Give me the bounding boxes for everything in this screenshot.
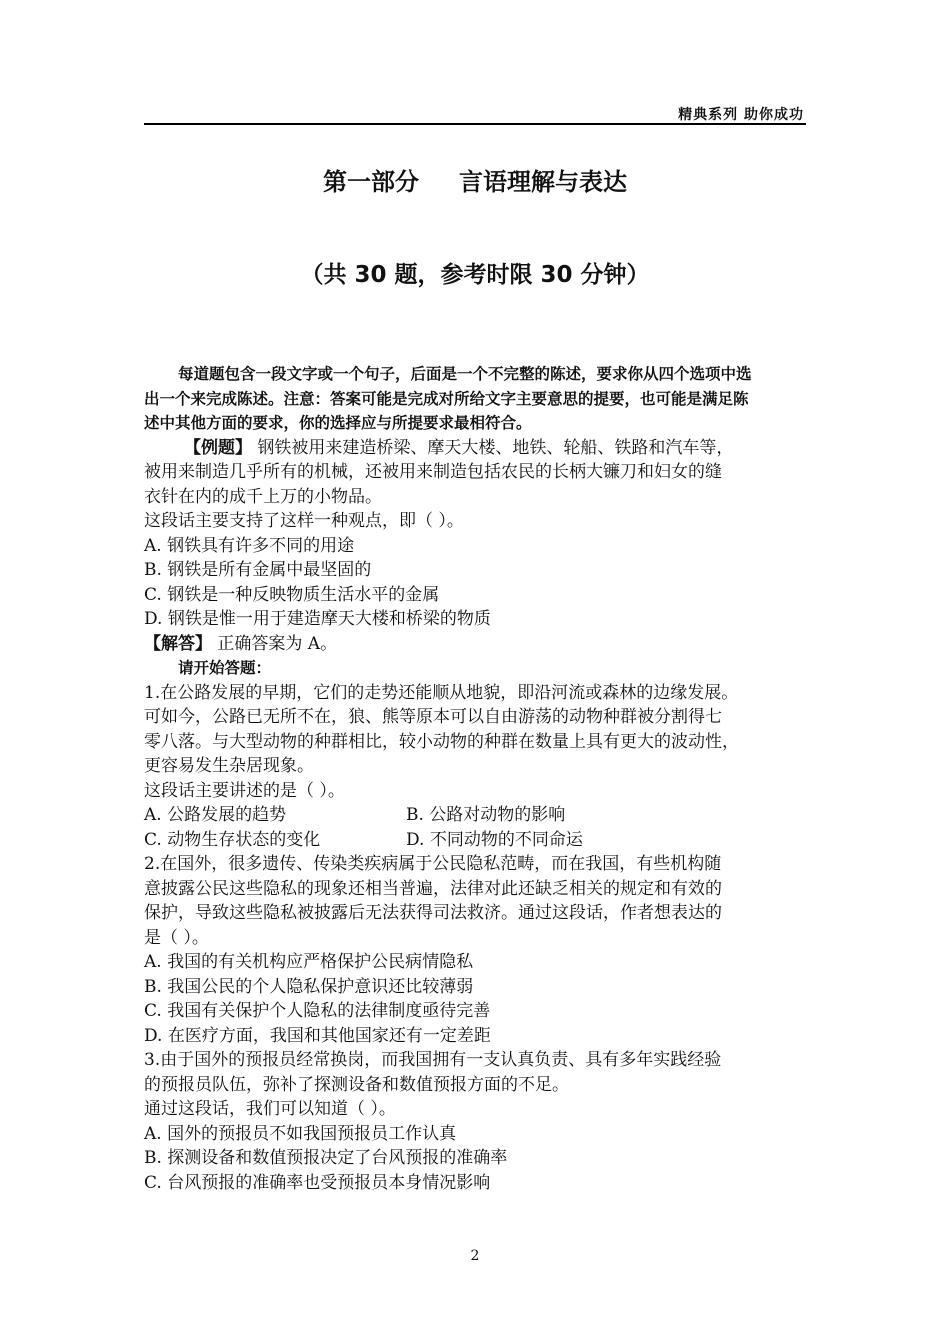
example-label: 【例题】 (184, 437, 252, 458)
instruction-line: 述中其他方面的要求，你的选择应与所提要求最相符合。 (144, 414, 532, 432)
option: B. 我国公民的个人隐私保护意识还比较薄弱 (144, 976, 474, 997)
example-line (144, 436, 806, 461)
option: C. 动物生存状态的变化 (144, 829, 321, 850)
example-option: B. 钢铁是所有金属中最坚固的 (144, 560, 372, 580)
option: B. 探测设备和数值预报决定了台风预报的准确率 (144, 1148, 508, 1168)
option-row (144, 828, 806, 853)
question-line: 保护，导致这些隐私被披露后无法获得司法救济。通过这段话，作者想表达的 (144, 903, 722, 923)
header-tag: 精典系列 助你成功 (678, 107, 804, 123)
content (144, 362, 806, 1195)
question-line: 1.在公路发展的早期，它们的走势还能顺从地貌，即沿河流或森林的边缘发展。 (144, 682, 739, 703)
option-row (144, 803, 806, 828)
section-part: 第一部分 (323, 168, 419, 196)
option: B. 公路对动物的影响 (406, 805, 566, 825)
option: C. 我国有关保护个人隐私的法律制度亟待完善 (144, 1001, 491, 1021)
page-number: 2 (470, 1248, 480, 1264)
question-line: 零八落。与大型动物的种群相比，较小动物的种群在数量上具有更大的波动性， (144, 731, 739, 752)
instruction-line: 出一个来完成陈述。注意：答案可能是完成对所给文字主要意思的提要，也可能是满足陈 (144, 389, 749, 408)
question-line: 是（ ）。 (144, 927, 209, 948)
option: A. 我国的有关机构应严格保护公民病情隐私 (144, 952, 474, 972)
question-line: 这段话主要讲述的是（ ）。 (144, 780, 345, 801)
question-line: 意披露公民这些隐私的现象还相当普遍，法律对此还缺乏相关的规定和有效的 (144, 878, 722, 899)
section-title (0, 162, 950, 197)
option: D. 在医疗方面，我国和其他国家还有一定差距 (144, 1025, 491, 1046)
header-rule (144, 123, 806, 125)
question-line: 2.在国外，很多遗传、传染类疾病属于公民隐私范畴，而在我国，有些机构随 (144, 854, 722, 874)
example-line: 衣针在内的成千上万的小物品。 (144, 486, 382, 507)
option: D. 不同动物的不同命运 (406, 829, 583, 850)
question-line: 的预报员队伍，弥补了探测设备和数值预报方面的不足。 (144, 1074, 569, 1095)
section-name: 言语理解与表达 (459, 168, 627, 196)
example-question: 这段话主要支持了这样一种观点，即（ ）。 (144, 511, 464, 531)
example-text: 钢铁被用来建造桥梁、摩天大楼、地铁、轮船、铁路和汽车等， (252, 437, 734, 458)
question-line: 更容易发生杂居现象。 (144, 756, 314, 776)
example-line: 被用来制造几乎所有的机械，还被用来制造包括农民的长柄大镰刀和妇女的缝 (144, 462, 722, 482)
option: C. 台风预报的准确率也受预报员本身情况影响 (144, 1172, 491, 1193)
option: A. 国外的预报员不如我国预报员工作认真 (144, 1123, 457, 1144)
example-option: D. 钢铁是惟一用于建造摩天大楼和桥梁的物质 (144, 609, 491, 629)
option: A. 公路发展的趋势 (144, 805, 287, 825)
question-line: 通过这段话，我们可以知道（ ）。 (144, 1099, 396, 1119)
example-answer (144, 632, 806, 657)
section-subtitle: （共 30 题，参考时限 30 分钟） (300, 262, 650, 288)
answer-label: 【解答】 (144, 633, 212, 654)
question-line: 可如今，公路已无所不在，狼、熊等原本可以自由游荡的动物种群被分割得七 (144, 707, 722, 727)
question-line: 3.由于国外的预报员经常换岗，而我国拥有一支认真负责、具有多年实践经验 (144, 1050, 722, 1070)
instruction-line: 每道题包含一段文字或一个句子，后面是一个不完整的陈述，要求你从四个选项中选 (178, 365, 752, 383)
example-option: A. 钢铁具有许多不同的用途 (144, 535, 355, 556)
answer-text: 正确答案为 A。 (212, 633, 338, 654)
start-prompt: 请开始答题： (178, 659, 272, 677)
example-option: C. 钢铁是一种反映物质生活水平的金属 (144, 584, 440, 605)
